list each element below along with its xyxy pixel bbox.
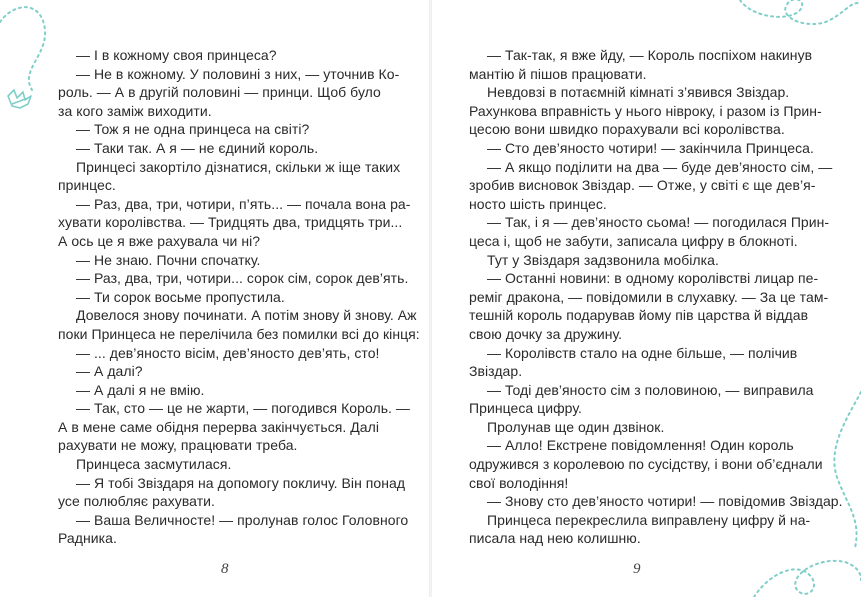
right-page-text [469,46,843,548]
text-line: свою дочку за дружину. [469,325,623,342]
text-line: Принцеса перекреслила виправлену цифру й на- [487,511,811,528]
text-line: — ... дев’яносто вісім, дев’яносто дев’ять, сто! [76,344,380,361]
dotted-swirl-icon [834,392,861,548]
text-line: Принцеса цифру. [469,400,582,417]
text-line: Звіздар. [469,363,523,380]
text-line: — Ваша Величносте! — пролунав голос Головного [76,511,409,528]
text-line: Радника. [58,530,117,547]
text-line: хувати королівства. — Тридцять два, тридцять три... [58,214,403,231]
page-number-left: 8 [221,561,229,577]
text-line: мантію й пішов працювати. [469,65,647,82]
text-line: Пролунав ще один дзвінок. [487,418,665,435]
text-line: цеса і, щоб не забути, записала цифру в блокноті. [469,232,798,249]
text-line: за кого заміж виходити. [58,102,212,119]
text-line: — Знову сто дев’яносто чотири! — повідомив Звіздар. [487,493,843,510]
text-line: свої володіння! [469,474,569,491]
text-line: одружився з королевою по сусідству, і вони об’єднали [469,456,823,473]
text-line: — Тож я не одна принцеса на світі? [76,121,310,138]
text-line: — Раз, два, три, чотири, п’ять... — почала вона ра- [76,195,411,212]
text-line: — Алло! Екстрене повідомлення! Один король [487,437,794,454]
text-line: реміг дракона, — повідомили в слухавку. — За це там- [469,288,829,305]
page-number-right: 9 [633,561,641,577]
text-line: Невдовзі в потаємній кімнаті з’явився Звіздар. [487,84,790,101]
dotted-swirl-icon [0,7,45,90]
text-line: — Не знаю. Почни спочатку. [76,251,261,268]
text-line: усе полюбляє рахувати. [58,493,215,510]
text-line: поки Принцеса не перелічила без помилки всі до кінця: [58,325,420,342]
book-gutter [429,0,432,597]
text-line: А в мене саме обідня перерва закінчується. Далі [58,418,379,435]
text-line: писала над нею колишню. [469,530,641,547]
text-line: — І в кожному своя принцеса? [76,47,277,63]
leaf-sprig-icon [8,90,31,108]
text-line: тешній король подарував йому пів царства й віддав [469,307,809,324]
text-line: — Королівств стало на одне більше, — полічив [487,344,798,361]
dotted-swirl-icon [740,0,861,24]
text-line: — Так, і я — дев’яносто сьома! — погодилася Прин- [487,214,830,231]
text-line: — Так, сто — це не жарти, — погодився Король. — [76,400,410,417]
text-line: цесою вони швидко порахували всі королівства. [469,121,785,138]
text-line: зробив висновок Звіздар. — Отже, у світі є ще дев’я- [469,177,816,194]
text-line: Принцесі закортіло дізнатися, скільки ж іще таких [76,158,401,175]
text-line: рахувати не можу, працювати треба. [58,437,298,454]
text-line: — Ти сорок восьме пропустила. [76,288,285,305]
text-line: — А далі я не вмію. [76,381,205,398]
text-line: Тут у Звіздаря задзвонила мобілка. [487,251,719,268]
text-line: — Так-так, я вже йду, — Король поспіхом накинув [487,47,813,63]
text-line: носто шість принцес. [469,195,607,212]
text-line: принцес. [58,177,116,194]
text-line: Рахункова вправність у нього нівроку, і разом із Прин- [469,102,822,119]
dotted-swirl-icon [754,561,861,597]
text-line: А ось це я вже рахувала чи ні? [58,232,261,249]
left-page-text [58,46,420,548]
text-line: — Раз, два, три, чотири... сорок сім, сорок дев’ять. [76,270,409,287]
text-line: роль. — А в другій половині — принци. Щоб було [58,84,381,101]
text-line: — Сто дев’яносто чотири! — закінчила Принцеса. [487,139,814,156]
text-line: Принцеса засмутилася. [76,456,232,473]
text-line: — Не в кожному. У половині з них, — уточнив Ко- [76,65,400,82]
text-line: Довелося знову починати. А потім знову й знову. Аж [76,307,417,324]
text-line: — А далі? [76,363,143,380]
text-line: — А якщо поділити на два — буде дев’яносто сім, — [487,158,833,175]
text-line: — Останні новини: в одному королівстві лицар пе- [487,270,819,287]
text-line: — Я тобі Звіздаря на допомогу покличу. Він понад [76,474,406,491]
text-line: — Таки так. А я — не єдиний король. [76,139,319,156]
text-line: — Тоді дев’яносто сім з половиною, — виправила [487,381,814,398]
